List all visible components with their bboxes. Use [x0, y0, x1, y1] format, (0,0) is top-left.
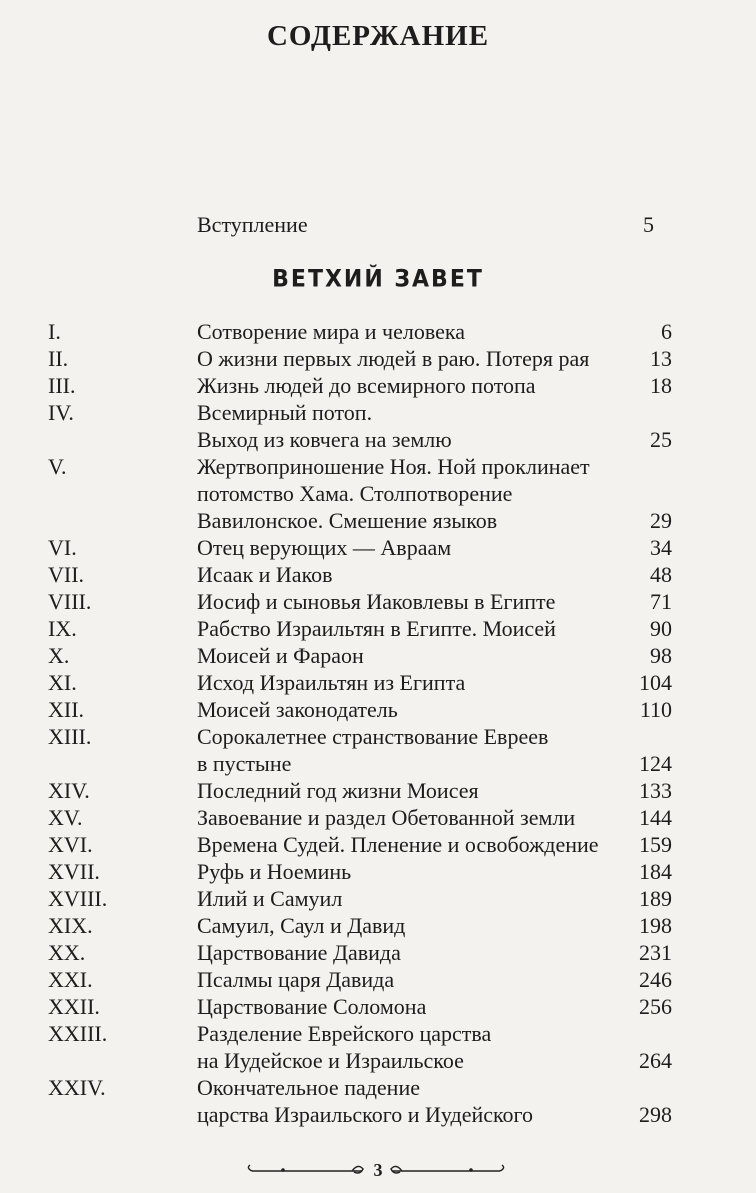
toc-entry [0, 399, 756, 453]
toc-entry-title [197, 966, 637, 993]
toc-entry-page-number: 124 [639, 751, 672, 776]
toc-entry-number: XVI. [48, 832, 93, 857]
toc-entry-page-number: 246 [639, 967, 672, 992]
toc-entry-page-number: 13 [650, 346, 672, 371]
toc-entry-number: VI. [48, 535, 77, 560]
toc-entry-title-line: Сотворение мира и человека [197, 319, 465, 344]
toc-entry-title [197, 642, 637, 669]
toc-entry-title-line: Жертвоприношение Ноя. Ной проклинает [197, 454, 590, 479]
toc-entry-title [197, 669, 637, 696]
toc-entry-title-line: Руфь и Ноеминь [197, 859, 352, 884]
toc-entry-number: VIII. [48, 589, 92, 614]
toc-entry-title-line: Последний год жизни Моисея [197, 778, 479, 803]
toc-entry-number: XX. [48, 940, 86, 965]
toc-entry [0, 615, 756, 642]
toc-entry-title [197, 939, 637, 966]
toc-entry [0, 345, 756, 372]
toc-entry-title [197, 723, 637, 777]
toc-entry-page-number: 144 [639, 805, 672, 830]
toc-entry [0, 534, 756, 561]
toc-entry [0, 669, 756, 696]
toc-entry-page-number: 6 [661, 319, 672, 344]
table-of-contents [0, 318, 756, 1128]
toc-entry-title-line: Самуил, Саул и Давид [197, 913, 406, 938]
toc-entry [0, 885, 756, 912]
toc-entry-title [197, 453, 637, 534]
toc-entry-page-number: 184 [639, 859, 672, 884]
toc-entry-page-number: 104 [639, 670, 672, 695]
toc-entry-number: IV. [48, 400, 74, 425]
toc-entry [0, 993, 756, 1020]
toc-entry-number: IX. [48, 616, 77, 641]
toc-entry-title [197, 1020, 637, 1074]
toc-entry-page-number: 231 [639, 940, 672, 965]
page-folio: 3 [373, 1160, 383, 1180]
toc-entry-page-number: 133 [639, 778, 672, 803]
toc-entry-title-line: Вавилонское. Смешение языков [197, 508, 498, 533]
toc-entry-number: XI. [48, 670, 77, 695]
toc-entry-title [197, 993, 637, 1020]
toc-entry-number: III. [48, 373, 76, 398]
toc-entry [0, 642, 756, 669]
section-heading: ВЕТХИЙ ЗАВЕТ [272, 266, 484, 293]
toc-entry-number: XIV. [48, 778, 90, 803]
toc-entry-title-line: на Иудейское и Израильское [197, 1048, 464, 1073]
toc-entry [0, 831, 756, 858]
toc-entry-number: X. [48, 643, 70, 668]
toc-entry [0, 966, 756, 993]
toc-entry [0, 912, 756, 939]
toc-entry-title-line: Царствование Соломона [197, 994, 427, 1019]
toc-entry-page-number: 29 [650, 508, 672, 533]
toc-entry-title-line: в пустыне [197, 751, 292, 776]
toc-entry [0, 777, 756, 804]
toc-entry-title [197, 696, 637, 723]
toc-entry [0, 1074, 756, 1128]
toc-entry [0, 939, 756, 966]
toc-entry-number: XII. [48, 697, 85, 722]
toc-entry-number: XXIV. [48, 1075, 106, 1100]
toc-entry-title-line: Иосиф и сыновья Иаковлевы в Египте [197, 589, 556, 614]
toc-entry-number: XV. [48, 805, 83, 830]
toc-entry-number: XVIII. [48, 886, 108, 911]
toc-entry-title [197, 831, 637, 858]
toc-entry-page-number: 198 [639, 913, 672, 938]
toc-entry-title-line: Разделение Еврейского царства [197, 1021, 492, 1046]
toc-entry-number: XVII. [48, 859, 100, 884]
toc-entry-title-line: Моисей законодатель [197, 697, 398, 722]
intro-entry [0, 210, 756, 242]
toc-entry-title-line: Всемирный потоп. [197, 400, 373, 425]
toc-entry-title [197, 858, 637, 885]
toc-entry-title-line: Выход из ковчега на землю [197, 427, 452, 452]
toc-entry-title-line: Отец верующих — Авраам [197, 535, 452, 560]
toc-entry-number: V. [48, 454, 67, 479]
toc-entry-title-line: Илий и Самуил [197, 886, 343, 911]
toc-entry-title [197, 1074, 637, 1128]
toc-entry-title [197, 345, 637, 372]
toc-entry [0, 1020, 756, 1074]
toc-entry-number: I. [48, 319, 61, 344]
toc-entry-page-number: 264 [639, 1048, 672, 1073]
toc-entry-title-line: О жизни первых людей в раю. Потеря рая [197, 346, 590, 371]
toc-entry-page-number: 18 [650, 373, 672, 398]
toc-entry-number: VII. [48, 562, 85, 587]
toc-entry-title [197, 372, 637, 399]
toc-entry-title [197, 804, 637, 831]
intro-page-number: 5 [643, 212, 654, 237]
toc-entry-title-line: Окончательное падение [197, 1075, 420, 1100]
toc-entry-page-number: 48 [650, 562, 672, 587]
toc-entry-page-number: 256 [639, 994, 672, 1019]
toc-entry-title-line: Исход Израильтян из Египта [197, 670, 466, 695]
toc-entry-title [197, 615, 637, 642]
toc-entry-title [197, 561, 637, 588]
toc-entry-title-line: Сорокалетнее странствование Евреев [197, 724, 549, 749]
intro-title: Вступление [197, 212, 308, 237]
toc-entry [0, 318, 756, 345]
toc-entry-title-line: Времена Судей. Пленение и освобождение [197, 832, 599, 857]
toc-entry [0, 588, 756, 615]
toc-entry-title [197, 777, 637, 804]
toc-entry-page-number: 71 [650, 589, 672, 614]
toc-entry-title-line: царства Израильского и Иудейского [197, 1102, 534, 1127]
toc-entry [0, 561, 756, 588]
toc-entry-title-line: Исаак и Иаков [197, 562, 333, 587]
toc-entry-title-line: Завоевание и раздел Обетованной земли [197, 805, 576, 830]
toc-entry [0, 804, 756, 831]
toc-entry-number: XXII. [48, 994, 100, 1019]
toc-entry-title-line: Царствование Давида [197, 940, 401, 965]
page-heading: СОДЕРЖАНИЕ [266, 20, 490, 52]
toc-entry [0, 372, 756, 399]
toc-entry-page-number: 25 [650, 427, 672, 452]
toc-entry-title [197, 318, 637, 345]
toc-entry-title-line: Рабство Израильтян в Египте. Моисей [197, 616, 556, 641]
toc-entry-title [197, 534, 637, 561]
toc-entry [0, 723, 756, 777]
toc-entry-number: XIII. [48, 724, 92, 749]
toc-entry-page-number: 159 [639, 832, 672, 857]
toc-entry-number: II. [48, 346, 69, 371]
toc-entry-title [197, 885, 637, 912]
toc-entry-number: XXIII. [48, 1021, 108, 1046]
toc-entry-title [197, 912, 637, 939]
toc-entry-title [197, 588, 637, 615]
toc-entry-page-number: 298 [639, 1102, 672, 1127]
toc-entry [0, 858, 756, 885]
toc-entry-page-number: 34 [650, 535, 672, 560]
toc-entry-page-number: 90 [650, 616, 672, 641]
toc-entry-title [197, 399, 637, 453]
toc-entry [0, 453, 756, 534]
toc-entry-number: XXI. [48, 967, 93, 992]
toc-entry-page-number: 110 [639, 697, 672, 722]
toc-entry [0, 696, 756, 723]
toc-entry-title-line: Моисей и Фараон [197, 643, 364, 668]
toc-entry-title-line: Жизнь людей до всемирного потопа [197, 373, 536, 398]
toc-entry-number: XIX. [48, 913, 93, 938]
page-footer [0, 1157, 756, 1187]
toc-entry-title-line: Псалмы царя Давида [197, 967, 395, 992]
toc-entry-page-number: 189 [639, 886, 672, 911]
toc-entry-page-number: 98 [650, 643, 672, 668]
toc-entry-title-line: потомство Хама. Столпотворение [197, 481, 513, 506]
